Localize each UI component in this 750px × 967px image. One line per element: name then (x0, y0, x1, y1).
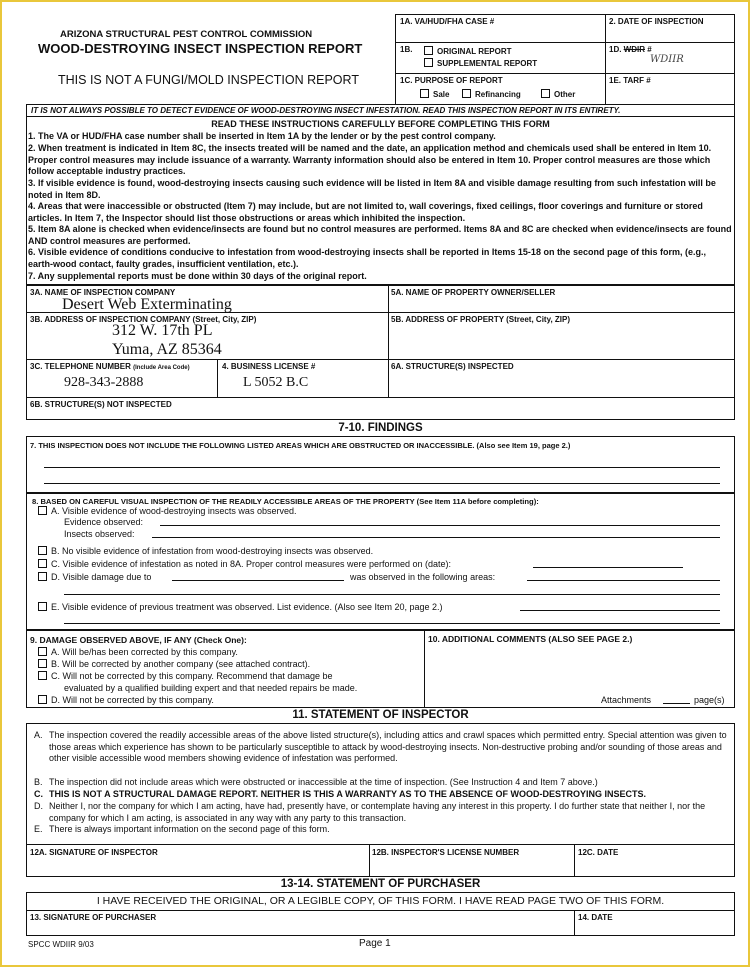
checkbox[interactable] (38, 572, 47, 581)
divider (369, 845, 370, 877)
form-title: WOOD-DESTROYING INSECT INSPECTION REPORT (38, 41, 363, 56)
item9-label: 9. DAMAGE OBSERVED ABOVE, IF ANY (Check One): (30, 635, 247, 645)
report-id-handwritten: WDIIR (650, 54, 684, 65)
form-subtitle: THIS IS NOT A FUNGI/MOLD INSPECTION REPORT (58, 73, 359, 87)
attachments-count-line[interactable] (663, 703, 690, 704)
purchaser-heading: 13-14. STATEMENT OF PURCHASER (280, 878, 481, 890)
item9d-option[interactable] (38, 695, 214, 705)
item7-line-1[interactable] (44, 467, 720, 468)
statement-d-text: Neither I, nor the company for which I am acting, have had, presently have, or contemplate having any interest in this property. I do further state that neither I, nor the company for which I am acting, is associated in any way with any party to this transaction. (49, 801, 706, 823)
statement-a-letter: A. (34, 730, 43, 740)
statement-c-text: THIS IS NOT A STRUCTURAL DAMAGE REPORT. NEITHER IS THIS A WARRANTY AS TO THE ABSENCE OF WOOD-DESTROYING INSECTS. (49, 789, 647, 799)
inspection-date-label: 2. DATE OF INSPECTION (609, 17, 704, 26)
company-name-value[interactable]: Desert Web Exterminating (62, 296, 232, 313)
form-id: SPCC WDIIR 9/03 (28, 940, 94, 949)
item8a-option[interactable] (38, 506, 296, 516)
divider (388, 285, 389, 397)
item9b-option[interactable] (38, 659, 310, 669)
attachments-pages-label: page(s) (694, 695, 725, 705)
company-address-line1[interactable]: 312 W. 17th PL (112, 322, 213, 339)
checkbox[interactable] (462, 89, 471, 98)
purpose-other-option[interactable] (541, 89, 575, 99)
property-address-label: 5B. ADDRESS OF PROPERTY (Street, City, ZIP) (391, 315, 570, 324)
inspector-license-field[interactable]: 12B. INSPECTOR'S LICENSE NUMBER (372, 848, 520, 857)
statement-heading: 11. STATEMENT OF INSPECTOR (292, 709, 469, 721)
checkbox[interactable] (38, 602, 47, 611)
purchaser-statement: I HAVE RECEIVED THE ORIGINAL, OR A LEGIBLE COPY, OF THIS FORM. I HAVE READ PAGE TWO OF THIS FORM. (96, 895, 665, 907)
item8b-option[interactable] (38, 546, 373, 556)
divider (26, 359, 735, 360)
item8c-date-line[interactable] (533, 567, 683, 568)
item10-label: 10. ADDITIONAL COMMENTS (ALSO SEE PAGE 2.) (428, 634, 633, 644)
instruction-7: 7. Any supplemental reports must be done within 30 days of the original report. (28, 271, 367, 281)
instruction-3: 3. If visible evidence is found, wood-destroying insects causing such evidence will be listed in Item 8A and visible damage resulting from such infestation will be noted in Item 8D. (28, 178, 716, 200)
purpose-other-label: Other (554, 90, 576, 99)
instruction-4: 4. Areas that were inaccessible or obstructed (Item 7) may include, but are not limited to, wall coverings, fixed ceilings, floor coverings and furniture or stored articles. In Item 7, the Inspector should list those obstructions or areas which inhibited the inspection. (28, 201, 703, 223)
page-number: Page 1 (359, 938, 391, 949)
original-report-option[interactable] (424, 46, 512, 56)
checkbox[interactable] (38, 559, 47, 568)
divider (26, 910, 735, 911)
checkbox[interactable] (38, 695, 47, 704)
item9d-label: D. Will not be corrected by this company. (51, 695, 214, 705)
instruction-1: 1. The VA or HUD/FHA case number shall be inserted in Item 1A by the lender or by the pest control company. (28, 131, 496, 141)
phone-label-text: 3C. TELEPHONE NUMBER (30, 362, 131, 371)
divider (395, 73, 735, 74)
instructions-heading: READ THESE INSTRUCTIONS CAREFULLY BEFORE COMPLETING THIS FORM (211, 119, 550, 129)
item8e-line-2[interactable] (64, 623, 720, 624)
divider (424, 630, 425, 708)
checkbox[interactable] (38, 647, 47, 656)
attachments-label: Attachments (601, 695, 652, 705)
item9c-label: C. Will not be corrected by this company. Recommend that damage be (51, 671, 333, 681)
divider (26, 397, 735, 398)
company-address-line2[interactable]: Yuma, AZ 85364 (112, 341, 222, 358)
purpose-refinancing-label: Refinancing (475, 90, 521, 99)
item8e-option[interactable] (38, 602, 443, 612)
checkbox[interactable] (541, 89, 550, 98)
item8b-label: B. No visible evidence of infestation from wood-destroying insects was observed. (51, 546, 374, 556)
evidence-observed-label: Evidence observed: (64, 517, 144, 527)
report-id-struck: WDIR (623, 45, 645, 54)
purpose-label: 1C. PURPOSE OF REPORT (400, 76, 503, 85)
item7-label: 7. THIS INSPECTION DOES NOT INCLUDE THE FOLLOWING LISTED AREAS WHICH ARE OBSTRUCTED OR INACCESSIBLE. (Also see Item 19, page 2.) (30, 441, 571, 450)
item7-line-2[interactable] (44, 483, 720, 484)
checkbox[interactable] (38, 506, 47, 515)
original-report-label: ORIGINAL REPORT (437, 47, 512, 56)
purpose-sale-label: Sale (433, 90, 450, 99)
divider (395, 42, 735, 43)
statement-e-text: There is always important information on the second page of this form. (49, 824, 330, 834)
case-number-label: 1A. VA/HUD/FHA CASE # (400, 17, 495, 26)
checkbox[interactable] (424, 58, 433, 67)
item8d-label-post: was observed in the following areas: (350, 572, 496, 582)
inspector-signature-field[interactable]: 12A. SIGNATURE OF INSPECTOR (30, 848, 158, 857)
commission-name: ARIZONA STRUCTURAL PEST CONTROL COMMISSION (60, 29, 313, 40)
item8d-label-pre: D. Visible damage due to (51, 572, 152, 582)
license-label: 4. BUSINESS LICENSE # (222, 362, 316, 371)
inspection-date-field[interactable]: 12C. DATE (578, 848, 619, 857)
purpose-sale-option[interactable] (420, 89, 449, 99)
report-id-prefix: 1D. (609, 45, 624, 54)
supplemental-report-label: SUPPLEMENTAL REPORT (437, 59, 538, 68)
purpose-refinancing-option[interactable] (462, 89, 521, 99)
item9b-label: B. Will be corrected by another company (see attached contract). (51, 659, 311, 669)
instruction-6: 6. Visible evidence of conditions conducive to infestation from wood-destroying insects shall be reported in Items 15-18 on the second page of this form, (e.g., earth-wood contact, faulty grades, insufficient ventilation, etc.). (28, 247, 706, 269)
item8d-areas-line-2[interactable] (64, 594, 720, 595)
divider (217, 359, 218, 397)
item9a-label: A. Will be/has been corrected by this company. (51, 647, 238, 657)
checkbox[interactable] (38, 671, 47, 680)
statement-b-letter: B. (34, 777, 43, 787)
insects-observed-line[interactable] (152, 537, 720, 538)
divider (574, 845, 575, 877)
company-name-label: 3A. NAME OF INSPECTION COMPANY (30, 288, 176, 297)
supplemental-report-option[interactable] (424, 58, 537, 68)
insects-observed-label: Insects observed: (64, 529, 135, 539)
findings-heading: 7-10. FINDINGS (338, 422, 423, 434)
checkbox[interactable] (38, 659, 47, 668)
checkbox[interactable] (420, 89, 429, 98)
item9a-option[interactable] (38, 647, 238, 657)
item8e-label: E. Visible evidence of previous treatment was observed. List evidence. (Also see Item 20, page 2.) (51, 602, 443, 612)
checkbox[interactable] (38, 546, 47, 555)
item9c-option[interactable] (38, 671, 332, 681)
phone-label-note: (Include Area Code) (133, 365, 190, 371)
license-value[interactable]: L 5052 B.C (243, 375, 309, 390)
item8d-insect-line[interactable] (172, 580, 344, 581)
purchaser-date-field[interactable]: 14. DATE (578, 913, 613, 922)
instruction-2: 2. When treatment is indicated in Item 8C, the insects treated will be named and the date, an application method and chemicals used shall be entered in Item 10. Proper control measures may include issuance of a warranty. Warranty information should also be entered in Item 10. Proper control measures are those which follow acceptable industry practices. (28, 143, 712, 176)
report-id-label (609, 45, 652, 54)
structures-not-inspected-label: 6B. STRUCTURE(S) NOT INSPECTED (30, 400, 172, 409)
evidence-observed-line[interactable] (160, 525, 720, 526)
statement-d-letter: D. (34, 801, 43, 811)
checkbox[interactable] (424, 46, 433, 55)
report-type-label: 1B. (400, 45, 413, 54)
owner-name-label: 5A. NAME OF PROPERTY OWNER/SELLER (391, 288, 556, 297)
statement-a-text: The inspection covered the readily accessible areas of the above listed structure(s), including attics and crawl spaces which permitted entry. Special attention was given to those areas which experience has shown to be particularly susceptible to attack by wood-destroying insects. Non-destructive probing and/or sounding of those areas and other visible accessible wood members showing evidence of infestation was performed. (49, 730, 727, 763)
item9c-label-cont: evaluated by a qualified building expert and that needed repairs be made. (64, 683, 358, 693)
item8a-label: A. Visible evidence of wood-destroying insects was observed. (51, 506, 297, 516)
instruction-5: 5. Item 8A alone is checked when evidence/insects are found but no control measures are performed. Items 8A and 8C are checked when evidence/insects are found AND control measures are performed. (28, 224, 732, 246)
item8e-line-1[interactable] (520, 610, 720, 611)
statement-b-text: The inspection did not include areas which were obstructed or inaccessible at the time of inspection. (See Instruction 4 and Item 7 above.) (49, 777, 598, 787)
company-address-label: 3B. ADDRESS OF INSPECTION COMPANY (Street, City, ZIP) (30, 315, 257, 324)
item8d-option[interactable] (38, 572, 151, 582)
warning-text: IT IS NOT ALWAYS POSSIBLE TO DETECT EVIDENCE OF WOOD-DESTROYING INSECT INFESTATION. READ THIS INSPECTION REPORT IN ITS ENTIRETY. (31, 106, 621, 115)
divider (605, 14, 606, 104)
item8-label: 8. BASED ON CAREFUL VISUAL INSPECTION OF THE READILY ACCESSIBLE AREAS OF THE PROPERTY (See Item 11A before completing): (32, 497, 539, 506)
report-id-hash: # (645, 45, 652, 54)
purchaser-signature-field[interactable]: 13. SIGNATURE OF PURCHASER (30, 913, 157, 922)
tarf-label: 1E. TARF # (609, 76, 651, 85)
item8c-option[interactable] (38, 559, 451, 569)
item8d-areas-line[interactable] (527, 580, 720, 581)
statement-c-letter: C. (34, 789, 43, 799)
phone-label (30, 362, 190, 371)
item8c-label: C. Visible evidence of infestation as noted in 8A. Proper control measures were performed on (date): (51, 559, 452, 569)
divider (574, 910, 575, 936)
statement-e-letter: E. (34, 824, 43, 834)
structures-inspected-label: 6A. STRUCTURE(S) INSPECTED (391, 362, 514, 371)
phone-value[interactable]: 928-343-2888 (64, 375, 144, 390)
